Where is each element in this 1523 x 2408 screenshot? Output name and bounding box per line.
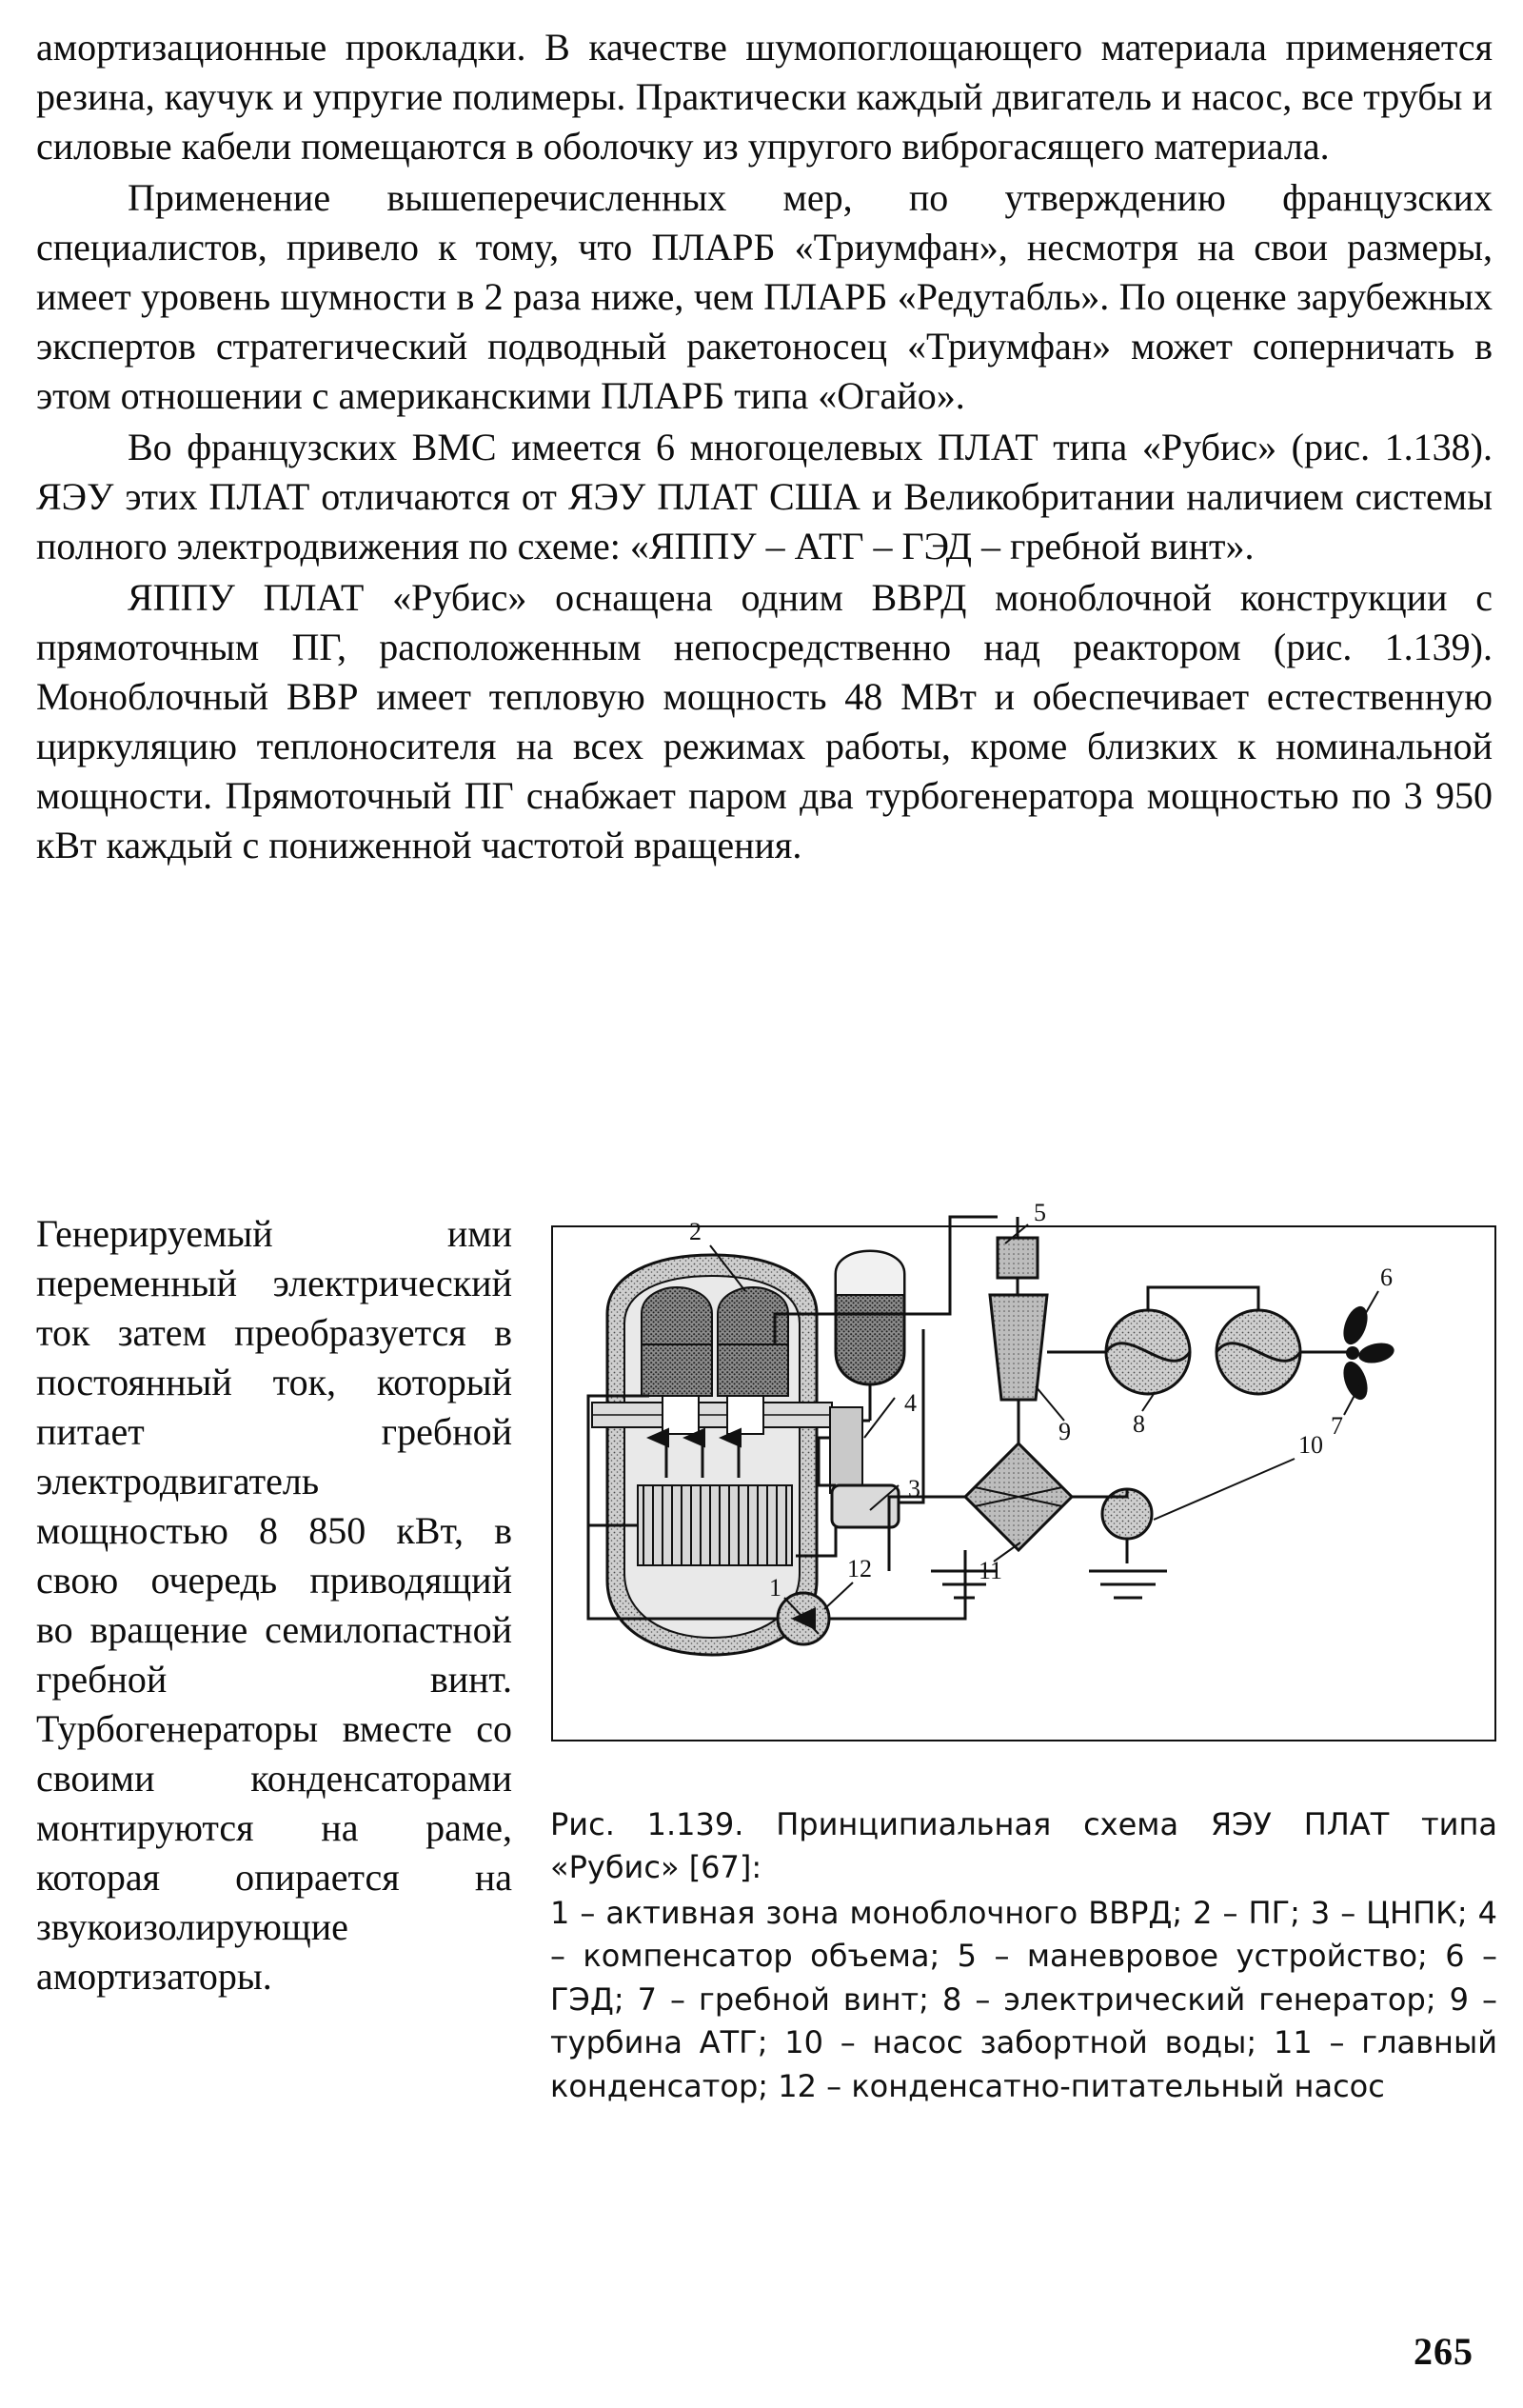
wrapped-text-column: [36, 1209, 512, 2001]
figure-caption-title: Рис. 1.139. Принципиальная схема ЯЭУ ПЛАТ типа «Рубис» [67]:: [550, 1806, 1497, 1886]
main-text-column: [36, 23, 1493, 872]
page-number: 265: [1414, 2330, 1474, 2373]
figure-callout-11: 11: [979, 1557, 1003, 1584]
figure-callout-9: 9: [1058, 1418, 1071, 1445]
figure-callout-7: 7: [1331, 1412, 1343, 1440]
lower-section: [36, 1200, 1497, 2333]
figure-callout-8: 8: [1133, 1410, 1145, 1438]
figure-callout-3: 3: [908, 1475, 920, 1503]
figure-callout-2: 2: [689, 1218, 702, 1245]
paragraph-1: амортизационные прокладки. В качестве шумопоглощающего материала применяется резина, каучук и упругие полимеры. Практически каждый двигатель и насос, все трубы и силовые кабели помещаются в оболочку из упругого виброгасящего материала.: [36, 26, 1493, 168]
figure-callout-4: 4: [904, 1389, 917, 1417]
figure-caption-legend: 1 – активная зона моноблочного ВВРД; 2 – ПГ; 3 – ЦНПК; 4 – компенсатор объема; 5 – маневровое устройство; 6 – ГЭД; 7 – гребной винт; 8 – электрический генератор; 9 – турбина АТГ; 10 – насос забортной воды; 11 – главный конденсатор; 12 – конденсатно-питательный насос: [550, 1894, 1497, 2104]
figure-callout-12: 12: [847, 1555, 872, 1582]
figure-callout-6: 6: [1380, 1264, 1393, 1291]
paragraph-2: Применение вышеперечисленных мер, по утверждению французских специалистов, привело к тому, что ПЛАРБ «Триумфан», несмотря на свои размеры, имеет уровень шумности в 2 раза ниже, чем ПЛАРБ «Редутабль». По оценке зарубежных экспертов стратегический подводный ракетоносец «Триумфан» может соперничать в этом отношении с американскими ПЛАРБ типа «Огайо».: [36, 176, 1493, 417]
figure-callout-5: 5: [1034, 1200, 1046, 1226]
figure-caption: [550, 1803, 1497, 2108]
figure-callout-1: 1: [769, 1574, 781, 1602]
figure-block: [550, 1200, 1497, 2108]
wrapped-paragraph: Генерируемый ими переменный электрический ток затем преобразуется в постоянный ток, который питает гребной электродвигатель мощностью 8 850 кВт, в свою очередь приводящий во вращение семилопастной гребной винт. Турбогенераторы вместе со своими конденсаторами монтируются на раме, которая опирается на звукоизолирующие амортизаторы.: [36, 1212, 512, 1998]
figure-callout-10: 10: [1298, 1431, 1323, 1459]
paragraph-3: Во французских ВМС имеется 6 многоцелевых ПЛАТ типа «Рубис» (рис. 1.138). ЯЭУ этих ПЛАТ отличаются от ЯЭУ ПЛАТ США и Великобритании наличием системы полного электродвижения по схеме: «ЯППУ – АТГ – ГЭД – гребной винт».: [36, 426, 1493, 567]
paragraph-4: ЯППУ ПЛАТ «Рубис» оснащена одним ВВРД моноблочной конструкции с прямоточным ПГ, расположенным непосредственно над реактором (рис. 1.139). Моноблочный ВВР имеет тепловую мощность 48 МВт и обеспечивает естественную циркуляцию теплоносителя на всех режимах работы, кроме близких к номинальной мощности. Прямоточный ПГ снабжает паром два турбогенератора мощностью по 3 950 кВт каждый с пониженной частотой вращения.: [36, 576, 1493, 866]
figure-image: [550, 1200, 1497, 1771]
